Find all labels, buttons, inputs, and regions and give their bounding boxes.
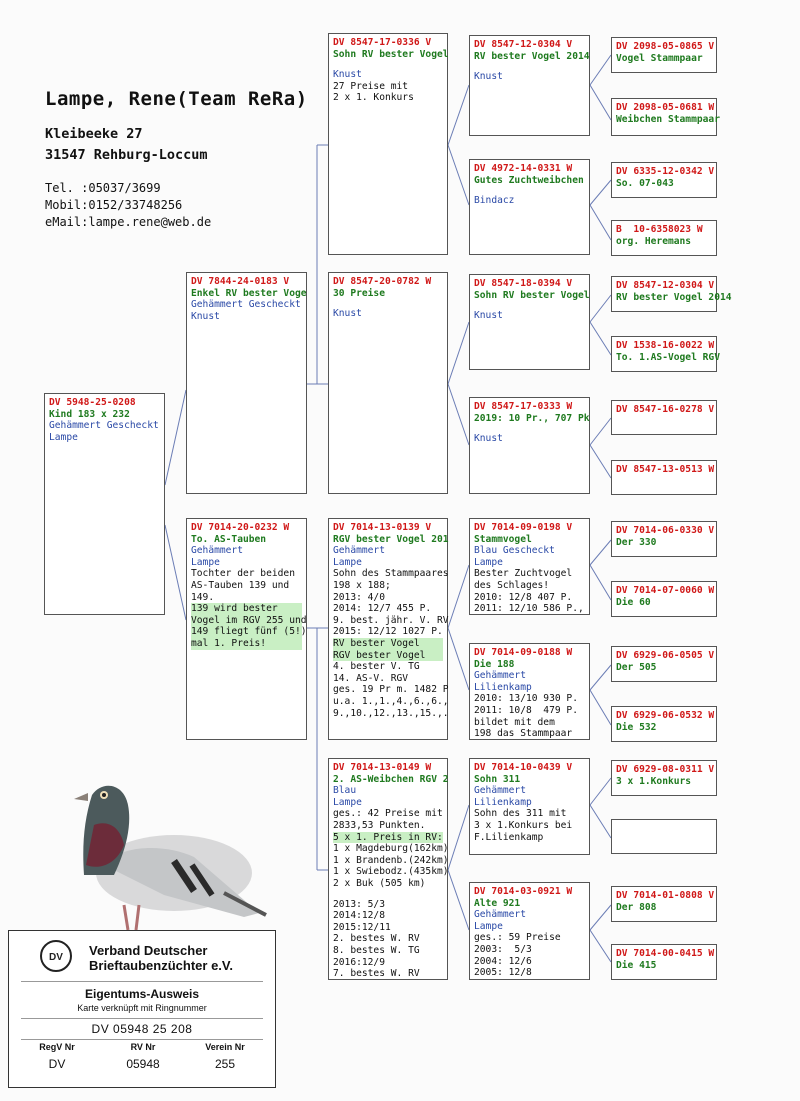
owner-city: 31547 Rehburg-Loccum [45, 147, 208, 163]
pigeon-breeder: Lampe [333, 796, 362, 808]
card-value-verein: 255 [214, 1057, 236, 1071]
ring-number: DV 5948-25-0208 [49, 397, 136, 408]
pigeon-color: Gehämmert [474, 909, 526, 921]
owner-tel: Tel. :05037/3699 [45, 181, 161, 195]
pigeon-note: 2015: 12/12 1027 P. [333, 626, 443, 638]
pigeon-note: 2004: 12/6 [474, 955, 532, 967]
pigeon-title: Weibchen Stammpaar [616, 113, 720, 125]
pigeon-color: Gehämmert Gescheckt [191, 299, 301, 311]
pigeon-note: 2014:12/8 [333, 910, 385, 922]
pigeon-highlight: 139 wird bester [191, 603, 302, 615]
pigeon-title: RV bester Vogel 2014 [474, 50, 590, 62]
pigeon-color: Gehämmert [474, 670, 526, 682]
ring-number: DV 8547-17-0336 V [333, 37, 432, 48]
pigeon-breeder: Lampe [474, 920, 503, 932]
ring-number: DV 8547-16-0278 V [616, 404, 715, 415]
pigeon-highlight: Vogel im RGV 255 und [191, 614, 307, 626]
pigeon-box-g5-4 [611, 220, 717, 256]
pigeon-note: 2833,53 Punkten. [333, 819, 426, 831]
ring-number: DV 7014-06-0330 V [616, 525, 715, 536]
ring-number: DV 2098-05-0681 W [616, 102, 715, 113]
card-label-rv: RV Nr [130, 1042, 156, 1052]
pigeon-highlight: RGV bester Vogel [333, 650, 443, 662]
ring-number: DV 7844-24-0183 V [191, 276, 290, 287]
pigeon-note: ges.: 59 Preise [474, 932, 561, 944]
pigeon-breeder: Knust [474, 310, 503, 322]
pigeon-box-mmm [469, 882, 590, 980]
pigeon-note: F.Lilienkamp [474, 831, 544, 843]
pigeon-breeder: Knust [191, 310, 220, 322]
pigeon-box-g5-8 [611, 460, 717, 495]
owner-contact [45, 180, 308, 231]
pigeon-note: 2010: 13/10 930 P. [474, 693, 578, 705]
pigeon-note: 9.,10.,12.,13.,15.,. [333, 707, 449, 719]
pigeon-title: Stammvogel [474, 533, 532, 545]
pigeon-note: 27 Preise mit [333, 80, 409, 92]
pigeon-breeder: Knust [474, 71, 503, 83]
owner-info [45, 88, 308, 231]
ring-number: DV 7014-01-0808 V [616, 890, 715, 901]
pigeon-breeder: Lilienkamp [474, 796, 532, 808]
owner-mobil: Mobil:0152/33748256 [45, 198, 183, 212]
pigeon-highlight: 149 fliegt fünf (5!) [191, 626, 307, 638]
pigeon-note: u.a. 1.,1.,4.,6.,6., [333, 695, 449, 707]
pigeon-box-fmm [469, 397, 590, 494]
ring-number: DV 7014-09-0198 V [474, 522, 573, 533]
pigeon-box-g5-13 [611, 760, 717, 796]
ring-number: DV 8547-12-0304 V [616, 280, 715, 291]
pigeon-title: Enkel RV bester Voge [191, 287, 307, 299]
pigeon-box-g5-5 [611, 276, 732, 312]
pigeon-box-g5-16 [611, 944, 717, 980]
pigeon-color: Gehämmert [191, 545, 243, 557]
pigeon-title: Der 808 [616, 901, 657, 913]
pigeon-title: 30 Preise [333, 287, 385, 299]
pigeon-box-father [186, 272, 307, 494]
ring-number: DV 7014-09-0188 W [474, 647, 573, 658]
pigeon-color: Gehämmert [474, 785, 526, 797]
pigeon-title: Die 532 [616, 721, 657, 733]
pigeon-box-mff [469, 518, 590, 615]
ownership-card [8, 930, 276, 1088]
pigeon-title: Die 415 [616, 959, 657, 971]
pigeon-note: 2005: 12/8 [474, 967, 532, 979]
pigeon-breeder: Lampe [474, 556, 503, 568]
owner-address [45, 124, 308, 166]
pigeon-box-mfm [469, 643, 590, 740]
pigeon-note: 198 x 188; [333, 579, 391, 591]
ring-number: DV 7014-07-0060 W [616, 585, 715, 596]
pigeon-highlight: RV bester Vogel [333, 638, 443, 650]
ring-number: DV 7014-00-0415 W [616, 948, 715, 959]
pigeon-box-g5-6 [611, 336, 720, 372]
pigeon-breeder: Knust [333, 308, 362, 320]
pigeon-note: 2 x 1. Konkurs [333, 92, 414, 104]
pigeon-box-mm [328, 758, 448, 980]
pigeon-note: 2011: 10/8 479 P. [474, 704, 578, 716]
pigeon-highlight: 5 x 1. Preis in RV: [333, 831, 443, 843]
pigeon-box-ff [328, 33, 448, 255]
pigeon-box-subject [44, 393, 165, 615]
pigeon-box-g5-7 [611, 400, 717, 435]
ring-number: DV 6335-12-0342 V [616, 166, 715, 177]
pigeon-box-mf [328, 518, 448, 740]
card-ring-number: DV 05948 25 208 [91, 1022, 193, 1036]
pigeon-title: Gutes Zuchtweibchen [474, 174, 584, 186]
pigeon-title: So. 07-043 [616, 177, 674, 189]
pigeon-title: RV bester Vogel 2014 [616, 291, 732, 303]
pigeon-breeder: Knust [333, 69, 362, 81]
pigeon-breeder: Lampe [333, 556, 362, 568]
pigeon-title: 2019: 10 Pr., 707 Pk [474, 412, 590, 424]
pigeon-title: To. AS-Tauben [191, 533, 267, 545]
pigeon-title: Vogel Stammpaar [616, 52, 703, 64]
ring-number: DV 6929-06-0505 V [616, 650, 715, 661]
pigeon-note: 149. [191, 591, 215, 603]
pigeon-title: Die 188 [474, 658, 515, 670]
ring-number: DV 6929-06-0532 W [616, 710, 715, 721]
ring-number: DV 8547-20-0782 W [333, 276, 432, 287]
pigeon-note: 14. AS-V. RGV [333, 672, 409, 684]
pigeon-box-g5-1 [611, 37, 717, 73]
pigeon-note: 2010: 12/8 407 P. [474, 591, 573, 603]
pigeon-note: ges. 19 Pr m. 1482 P [333, 684, 449, 696]
pigeon-note: 2003: 5/3 [474, 943, 532, 955]
pigeon-title: Sohn 311 [474, 773, 521, 785]
pigeon-note: 2013: 5/3 [333, 898, 385, 910]
pigeon-note: Tochter der beiden [191, 568, 295, 580]
pigeon-note: 2016:12/9 [333, 956, 385, 968]
card-value-regv: DV [48, 1057, 66, 1071]
pigeon-photo [44, 765, 274, 935]
pigeon-note: bildet mit dem [474, 716, 555, 728]
ring-number: DV 2098-05-0865 V [616, 41, 715, 52]
pigeon-color: Gehämmert [333, 545, 385, 557]
ring-number: DV 7014-03-0921 W [474, 886, 573, 897]
pigeon-note: 2013: 4/0 [333, 591, 385, 603]
pigeon-note: 1 x Brandenb.(242km) [333, 854, 449, 866]
pigeon-note: ges.: 42 Preise mit [333, 808, 443, 820]
pigeon-breeder: Lampe [191, 556, 220, 568]
pigeon-note: 2015:12/11 [333, 921, 391, 933]
pigeon-title: To. 1.AS-Vogel RGV [616, 351, 720, 363]
ring-number: DV 7014-13-0139 V [333, 522, 432, 533]
pigeon-breeder: Lilienkamp [474, 681, 532, 693]
card-label-verein: Verein Nr [205, 1042, 245, 1052]
pigeon-highlight: mal 1. Preis! [191, 638, 302, 650]
pigeon-note: Bester Zuchtvogel [474, 568, 573, 580]
ring-number: DV 7014-13-0149 W [333, 762, 432, 773]
pigeon-box-ffm [469, 159, 590, 255]
pigeon-note: des Schlages! [474, 579, 550, 591]
card-organization [89, 943, 233, 973]
pigeon-box-g5-2 [611, 98, 720, 136]
pigeon-box-g5-3 [611, 162, 717, 198]
pigeon-note: Sohn des Stammpaares [333, 568, 449, 580]
pigeon-note: 7. bestes W. RV [333, 968, 420, 980]
pigeon-note: 3 x 1.Konkurs bei [474, 819, 573, 831]
card-title: Eigentums-Ausweis [84, 987, 200, 1001]
pigeon-breeder: Knust [474, 433, 503, 445]
pigeon-breeder: Bindacz [474, 195, 515, 207]
pigeon-note: Sohn des 311 mit [474, 808, 567, 820]
verband-logo-icon [39, 939, 73, 973]
pigeon-note: 4. bester V. TG [333, 661, 420, 673]
pigeon-note: 198 das Stammpaar [474, 728, 573, 740]
card-org-line2: Brieftaubenzüchter e.V. [89, 958, 234, 973]
pigeon-note: 2. bestes W. RV [333, 933, 420, 945]
pigeon-box-fmf [469, 274, 590, 370]
pigeon-title: Sohn RV bester Vogel [474, 289, 590, 301]
pigeon-box-g5-15 [611, 886, 717, 922]
pigeon-note: 9. best. jähr. V. RV [333, 614, 449, 626]
pigeon-note: 2014: 12/7 455 P. [333, 603, 432, 615]
pigeon-box-fff [469, 35, 590, 136]
pigeon-note: AS-Tauben 139 und [191, 579, 290, 591]
pigeon-breeder: Lampe [49, 431, 78, 443]
pigeon-color: Blau [333, 785, 357, 797]
pigeon-box-g5-9 [611, 521, 717, 557]
pigeon-note: 2011: 12/10 586 P., [474, 603, 584, 615]
pigeon-box-g5-12 [611, 706, 717, 742]
ring-number: DV 8547-13-0513 W [616, 464, 715, 475]
pigeon-box-g5-14 [611, 819, 717, 854]
ring-number: DV 7014-20-0232 W [191, 522, 290, 533]
pigeon-title: Der 330 [616, 536, 657, 548]
pigeon-title: Kind 183 x 232 [49, 408, 130, 420]
pigeon-note: 8. bestes W. TG [333, 944, 420, 956]
owner-name: Lampe, Rene(Team ReRa) [45, 88, 308, 110]
owner-email: eMail:lampe.rene@web.de [45, 215, 212, 229]
card-org-line1: Verband Deutscher [89, 943, 208, 958]
pigeon-title: Sohn RV bester Vogel [333, 48, 449, 60]
svg-text:DV: DV [49, 952, 63, 963]
pigeon-box-fm [328, 272, 448, 494]
pigeon-box-mother [186, 518, 307, 740]
pigeon-box-g5-10 [611, 581, 717, 617]
pigeon-color: Gehämmert Gescheckt [49, 420, 159, 432]
card-subtitle: Karte verknüpft mit Ringnummer [77, 1003, 207, 1013]
pigeon-title: RGV bester Vogel 201 [333, 533, 449, 545]
card-label-regv: RegV Nr [39, 1042, 75, 1052]
ring-number: DV 8547-12-0304 V [474, 39, 573, 50]
pigeon-box-g5-11 [611, 646, 717, 682]
pigeon-box-mmf [469, 758, 590, 855]
ring-number: DV 1538-16-0022 W [616, 340, 715, 351]
pigeon-title: org. Heremans [616, 235, 692, 247]
pigeon-title: Alte 921 [474, 897, 521, 909]
pigeon-title: 3 x 1.Konkurs [616, 775, 692, 787]
card-value-rv: 05948 [126, 1057, 160, 1071]
pigeon-title: Der 505 [616, 661, 657, 673]
pigeon-note: 1 x Swiebodz.(435km) [333, 866, 449, 878]
ring-number: DV 8547-18-0394 V [474, 278, 573, 289]
pigeon-note: 2 x Buk (505 km) [333, 877, 426, 889]
ring-number: DV 7014-10-0439 V [474, 762, 573, 773]
pigeon-note: 1 x Magdeburg(162km) [333, 843, 449, 855]
ring-number: DV 8547-17-0333 W [474, 401, 573, 412]
owner-street: Kleibeeke 27 [45, 126, 143, 142]
ring-number: DV 6929-08-0311 V [616, 764, 715, 775]
ring-number: B 10-6358023 W [616, 224, 703, 235]
pigeon-color: Blau Gescheckt [474, 545, 555, 557]
pigeon-title: Die 60 [616, 596, 651, 608]
ring-number: DV 4972-14-0331 W [474, 163, 573, 174]
pigeon-title: 2. AS-Weibchen RGV 2 [333, 773, 449, 785]
